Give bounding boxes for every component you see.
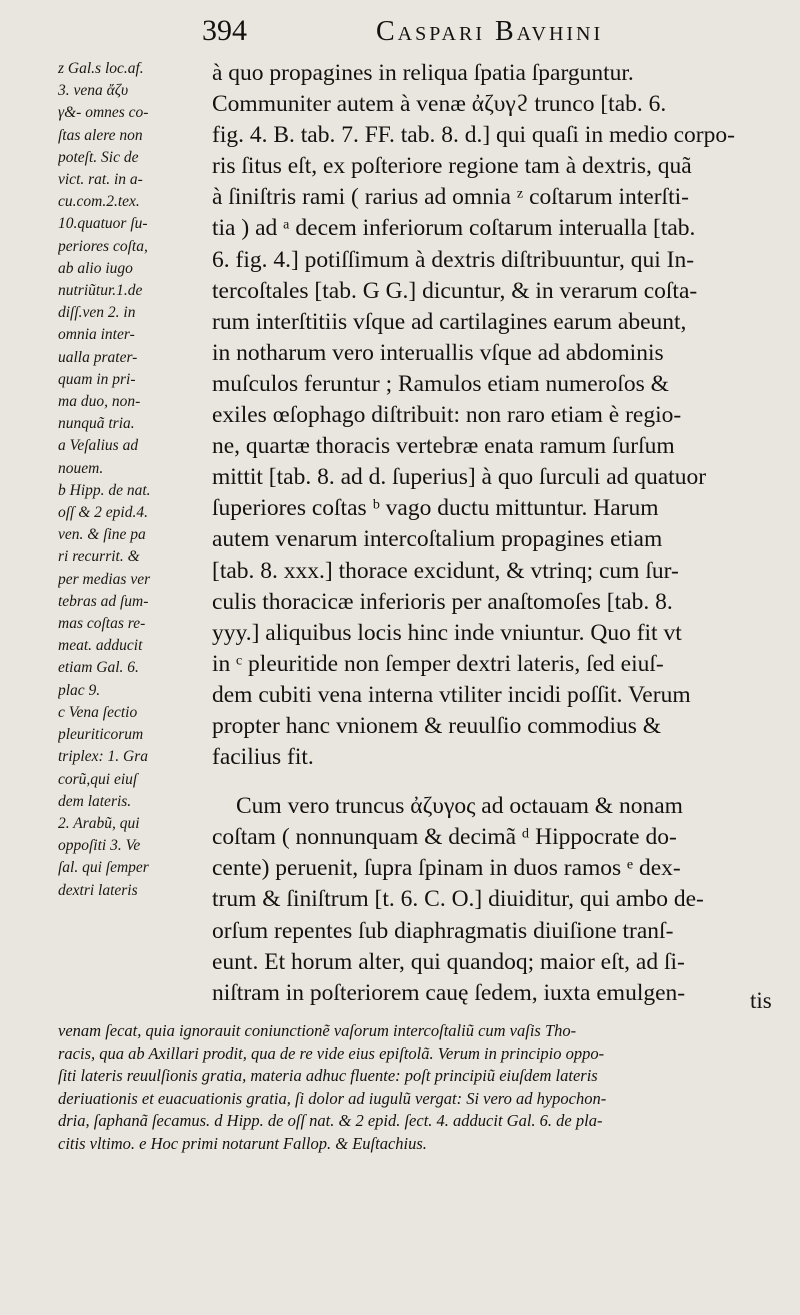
margin-note-line: diſſ.ven 2. in [58, 304, 136, 322]
margin-note-line: z Gal.s loc.af. [58, 60, 144, 77]
text-line: facilius fit. [212, 744, 314, 771]
margin-note-line: ab alio iugo [58, 259, 133, 277]
margin-note-line: tebras ad ſum- [58, 592, 149, 610]
margin-note-line: triplex: 1. Gra [58, 748, 148, 766]
margin-note-line: plac 9. [58, 681, 101, 699]
margin-note-line: ma duo, non- [58, 393, 141, 411]
text-line: in notharum vero interuallis vſque ad abdominis [212, 339, 664, 366]
text-line: muſculos feruntur ; Ramulos etiam numeroſos & [212, 370, 669, 397]
margin-note-line: c Vena ſectio [58, 703, 138, 721]
margin-note-line: quam in pri- [58, 370, 136, 388]
margin-note-line: dextri lateris [58, 881, 138, 899]
margin-note-line: 3. vena ἄζυ [58, 82, 129, 100]
text-line: culis thoracicæ inferioris per anaſtomoſes [tab. 8. [212, 588, 673, 615]
text-line: cente) peruenit, ſupra ſpinam in duos ramos ᵉ dex- [212, 855, 681, 882]
footnote-line: venam ſecat, quia ignorauit coniunctionẽ vaſorum intercoſtaliũ cum vaſis Tho- [58, 1021, 577, 1040]
text-line: Communiter autem à venæ ἀζυγϩ trunco [tab. 6. [212, 91, 667, 118]
footnote-line: deriuationis et euacuationis gratia, ſi dolor ad iugulũ vergat: Si vero ad hypochon- [58, 1088, 607, 1108]
margin-note-line: oppoſiti 3. Ve [58, 837, 141, 855]
margin-note-line: b Hipp. de nat. [58, 481, 151, 499]
page-number: 394 [202, 14, 247, 47]
running-head: Caspari Bavhini [376, 16, 604, 47]
text-line: yyy.] aliquibus locis hinc inde vniuntur. Quo fit vt [212, 619, 682, 646]
margin-note-line: ven. & ſine pa [58, 526, 146, 544]
margin-note-line: a Veſalius ad [58, 437, 139, 455]
margin-note-line: dem lateris. [58, 792, 132, 810]
margin-notes [58, 58, 214, 902]
footnote-line: dria, ſaphanã ſecamus. d Hipp. de oſſ nat. & 2 epid. ſect. 4. adducit Gal. 6. de pla- [58, 1111, 603, 1131]
text-line: tercoſtales [tab. G G.] dicuntur, & in verarum coſta- [212, 277, 698, 304]
text-line: ſuperiores coſtas ᵇ vago ductu mittuntur. Harum [212, 495, 659, 522]
margin-note-line: 2. Arabũ, qui [58, 814, 140, 832]
text-line: Cum vero truncus ἀζυγος ad octauam & nonam [236, 793, 683, 820]
main-text [212, 58, 782, 1009]
margin-note-line: cu.com.2.tex. [58, 193, 140, 211]
margin-note-line: ſal. qui ſemper [58, 859, 149, 877]
margin-note-line: ſtas alere non [58, 126, 143, 144]
text-line: à ſiniſtris rami ( rarius ad omnia ᶻ coſtarum interſti- [212, 184, 689, 211]
text-line: in ᶜ pleuritide non ſemper dextri lateris, ſed eiuſ- [212, 650, 664, 677]
margin-note-line: vict. rat. in a- [58, 171, 143, 189]
margin-note-line: per medias ver [58, 570, 151, 588]
margin-note-line: ualla prater- [58, 348, 138, 366]
margin-note-line: ri recurrit. & [58, 548, 140, 566]
text-line: eunt. Et horum alter, qui quandoq; maior eſt, ad ſi- [212, 948, 685, 975]
catchword: tis [750, 988, 772, 1013]
text-line: trum & ſiniſtrum [t. 6. C. O.] diuiditur, qui ambo de- [212, 886, 704, 913]
margin-note-line: pleuriticorum [58, 726, 144, 744]
footnotes [58, 1020, 788, 1156]
text-line: mittit [tab. 8. ad d. ſuperius] à quo ſurculi ad quatuor [212, 464, 707, 491]
margin-note-line: nutriũtur.1.de [58, 282, 143, 300]
margin-note-line: poteſt. Sic de [58, 148, 139, 166]
text-line: 6. fig. 4.] potiſſimum à dextris diſtribuuntur, qui In- [212, 246, 695, 273]
text-line: à quo propagines in reliqua ſpatia ſparguntur. [212, 60, 634, 86]
footnote-line: ſiti lateris reuulſionis gratia, materia adhuc fluente: poſt principiũ eiuſdem lateris [58, 1066, 598, 1086]
text-line: orſum repentes ſub diaphragmatis diuiſione tranſ- [212, 917, 674, 944]
margin-note-line: γ&- omnes co- [58, 104, 149, 122]
text-line: tia ) ad ᵃ decem inferiorum coſtarum interualla [tab. [212, 215, 696, 242]
margin-note-line: oſſ & 2 epid.4. [58, 504, 148, 522]
footnote-line: citis vltimo. e Hoc primi notarunt Fallop. & Euſtachius. [58, 1133, 427, 1153]
margin-note-line: meat. adducit [58, 637, 143, 655]
margin-note-line: mas coſtas re- [58, 615, 146, 633]
text-line: fig. 4. B. tab. 7. FF. tab. 8. d.] qui quaſi in medio corpo- [212, 122, 735, 149]
text-line: rum interſtitiis vſque ad cartilagines earum abeunt, [212, 308, 687, 335]
margin-note-line: omnia inter- [58, 326, 135, 344]
margin-note-line: nouem. [58, 459, 104, 477]
text-line: autem venarum intercoſtalium propagines etiam [212, 526, 663, 553]
margin-note-line: corũ,qui eiuſ [58, 770, 138, 788]
text-line: ne, quartæ thoracis vertebræ enata ramum ſurſum [212, 433, 675, 460]
text-line: ris ſitus eſt, ex poſteriore regione tam à dextris, quã [212, 153, 692, 180]
text-line: [tab. 8. xxx.] thorace excidunt, & vtrinq; cum ſur- [212, 557, 679, 584]
page-header [200, 14, 780, 54]
margin-note-line: etiam Gal. 6. [58, 659, 139, 677]
margin-note-line: periores coſta, [58, 237, 148, 255]
text-line: exiles œſophago diſtribuit: non raro etiam è regio- [212, 402, 682, 429]
paragraph-gap [212, 773, 782, 791]
text-line: propter hanc vnionem & reuulſio commodius & [212, 712, 662, 739]
margin-note-line: nunquã tria. [58, 415, 135, 433]
margin-note-line: 10.quatuor ſu- [58, 215, 148, 233]
footnote-line: racis, qua ab Axillari prodit, qua de re vide eius epiſtolã. Verum in principio oppo- [58, 1043, 605, 1063]
text-line: niſtram in poſteriorem cauę ſedem, iuxta emulgen- [212, 979, 686, 1006]
text-line: dem cubiti vena interna vtiliter incidi poſſit. Verum [212, 681, 691, 708]
text-line: coſtam ( nonnunquam & decimã ᵈ Hippocrate do- [212, 824, 677, 851]
